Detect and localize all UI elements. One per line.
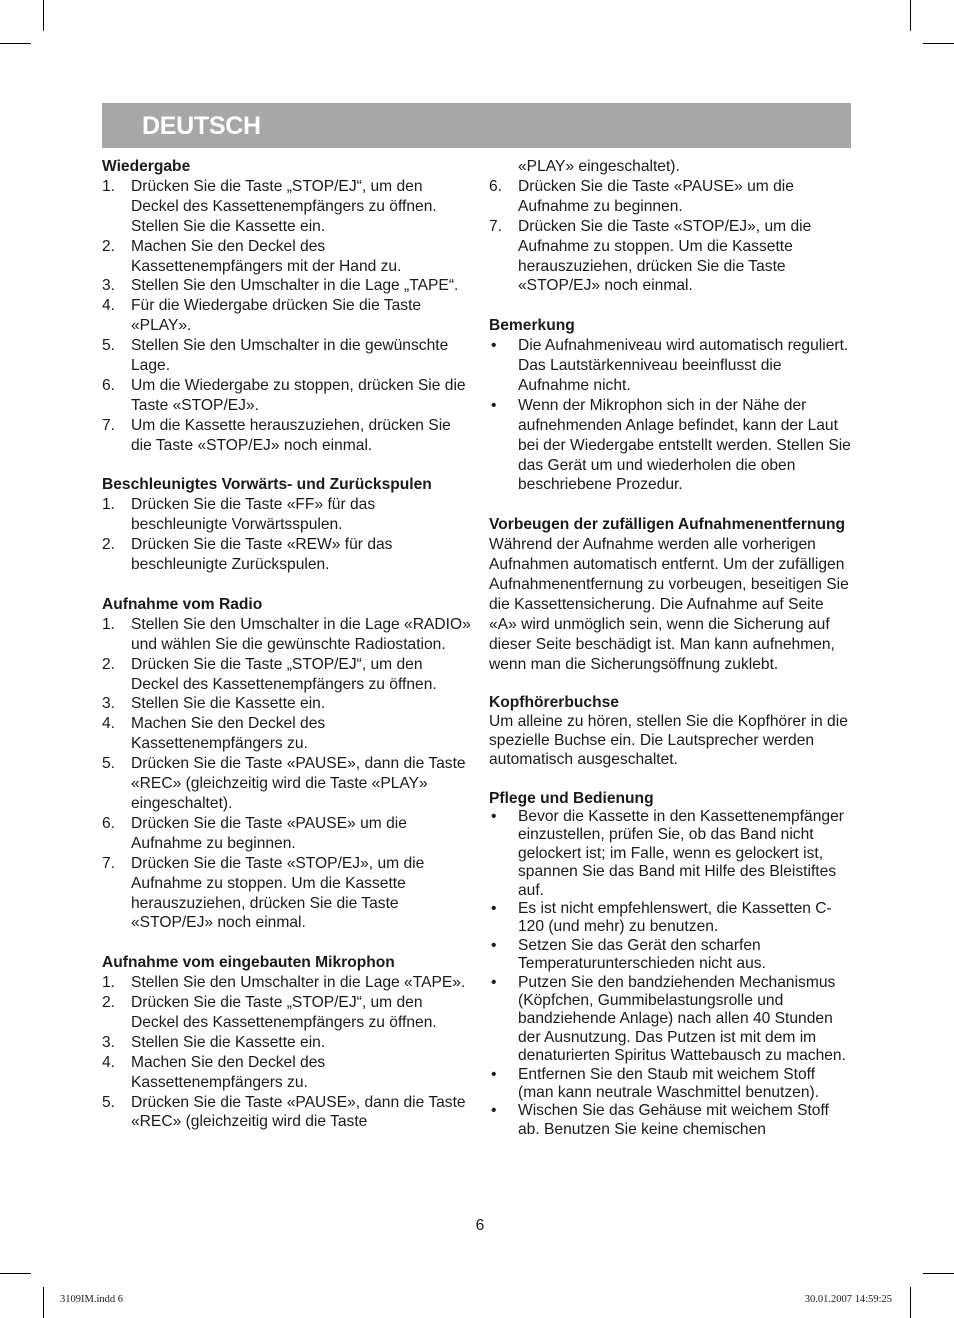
list-item [102, 276, 472, 296]
numbered-list [102, 615, 472, 934]
list-item [489, 217, 854, 297]
item-number: 2. [102, 655, 116, 673]
item-number: 6. [489, 177, 503, 195]
crop-mark [910, 1287, 911, 1318]
section [102, 953, 472, 1132]
list-item [102, 655, 472, 695]
item-number: 2. [102, 536, 116, 554]
list-item [489, 177, 854, 217]
list-item [102, 1053, 472, 1093]
item-number: 7. [102, 416, 116, 434]
section-text: Während der Aufnahme werden alle vorherigen Aufnahmen automatisch entfernt. Um der zufälligen Aufnahmenentfernung zu vorbeugen, beseitigen Sie die Kassettensicherung. Die Aufnahme auf Seite «A» wird unmöglich sein, wenn die Sicherung auf dieser Seite beschädigt ist. Man kann aufnehmen, wenn man die Sicherungsöffnung zuklebt. [489, 536, 849, 673]
bullet-item [489, 808, 854, 900]
bullet-marker: • [491, 396, 497, 414]
left-column [102, 157, 472, 1152]
crop-mark [0, 1273, 31, 1274]
item-text: Drücken Sie die Taste „STOP/EJ“, um den Deckel des Kassettenempfängers zu öffnen. [131, 655, 437, 693]
item-text: Um die Kassette herauszuziehen, drücken Sie die Taste «STOP/EJ» noch einmal. [131, 416, 451, 454]
section-title: Pflege und Bedienung [489, 789, 654, 807]
numbered-list [102, 495, 472, 575]
list-item [102, 336, 472, 376]
item-text: Putzen Sie den bandziehenden Mechanismus (Köpfchen, Gummibelastungsrolle und bandziehende Anlage) nach allen 40 Stunden der Ausnutzung. Das Putzen ist mit dem im denaturierten Spiritus Wattebausch zu machen. [518, 973, 846, 1065]
item-text: Stellen Sie die Kassette ein. [131, 695, 326, 713]
bullet-marker: • [491, 1102, 497, 1120]
item-number: 3. [102, 695, 116, 713]
item-text: Wenn der Mikrophon sich in der Nähe der aufnehmenden Anlage befindet, kann der Laut bei der Wiedergabe entstellt werden. Stellen Sie das Gerät um und wiederholen die oben beschriebene Prozedur. [518, 396, 851, 494]
list-item [102, 416, 472, 456]
footer-file: 3109IM.indd 6 [60, 1294, 123, 1305]
item-text: Drücken Sie die Taste «STOP/EJ», um die Aufnahme zu stoppen. Um die Kassette herauszuziehen, drücken Sie die Taste «STOP/EJ» noch einmal. [131, 854, 425, 932]
list-item [102, 754, 472, 814]
item-number: 2. [102, 994, 116, 1012]
item-text: Es ist nicht empfehlenswert, die Kassetten C-120 (und mehr) zu benutzen. [518, 899, 832, 936]
item-number: 4. [102, 715, 116, 733]
language-banner [102, 103, 851, 148]
section-title: Beschleunigtes Vorwärts- und Zurückspulen [102, 476, 432, 494]
section-text: Um alleine zu hören, stellen Sie die Kopfhörer in die spezielle Buchse ein. Die Lautsprecher werden automatisch ausgeschaltet. [489, 713, 848, 768]
bullet-marker: • [491, 1065, 497, 1083]
item-number: 4. [102, 1053, 116, 1071]
item-text: Entfernen Sie den Staub mit weichem Stoff (man kann neutrale Waschmittel benutzen). [518, 1065, 820, 1101]
item-text: Um die Wiedergabe zu stoppen, drücken Sie die Taste «STOP/EJ». [131, 376, 466, 414]
section-title: Bemerkung [489, 317, 575, 335]
bullet-marker: • [491, 807, 497, 825]
section-mic-continued [489, 177, 854, 296]
list-item [102, 854, 472, 934]
crop-mark [0, 43, 31, 44]
bullet-item [489, 900, 854, 937]
crop-mark [43, 1287, 44, 1318]
item-text: Stellen Sie die Kassette ein. [131, 1033, 326, 1051]
item-text: Drücken Sie die Taste «PAUSE», dann die Taste «REC» (gleichzeitig wird die Taste [131, 1093, 466, 1131]
list-item [102, 296, 472, 336]
bullet-marker: • [491, 936, 497, 954]
footer-datetime: 30.01.2007 14:59:25 [804, 1294, 892, 1305]
list-item [102, 993, 472, 1033]
item-number: 5. [102, 755, 116, 773]
item-number: 1. [102, 615, 116, 633]
bullet-item [489, 396, 854, 496]
list-item [102, 177, 472, 237]
item-text: Die Aufnahmeniveau wird automatisch reguliert. Das Lautstärkenniveau beeinflusst die Aufnahme nicht. [518, 337, 849, 394]
item-number: 1. [102, 974, 116, 992]
crop-mark [910, 0, 911, 31]
item-text: Drücken Sie die Taste „STOP/EJ“, um den Deckel des Kassettenempfängers zu öffnen. Stellen Sie die Kassette ein. [131, 177, 437, 235]
item-text: Bevor die Kassette in den Kassettenempfänger einzustellen, prüfen Sie, ob das Band nicht gelockert ist; im Falle, wenn es gelockert ist, spannen Sie das Band mit Hilfe des Bleistiftes auf. [518, 807, 844, 899]
bullet-marker: • [491, 899, 497, 917]
list-item [102, 814, 472, 854]
item-text: Drücken Sie die Taste «STOP/EJ», um die Aufnahme zu stoppen. Um die Kassette herauszuziehen, drücken Sie die Taste «STOP/EJ» noch einmal. [518, 217, 812, 295]
item-text: Setzen Sie das Gerät den scharfen Temperaturunterschieden nicht aus. [518, 936, 766, 973]
section-care [489, 790, 854, 1140]
bullet-list [489, 808, 854, 1139]
list-item [102, 535, 472, 575]
item-number: 7. [102, 854, 116, 872]
item-text: Machen Sie den Deckel des Kassettenempfängers zu. [131, 1053, 326, 1091]
right-column [489, 157, 854, 1159]
continued-text: «PLAY» eingeschaltet). [518, 158, 680, 175]
item-text: Für die Wiedergabe drücken Sie die Taste «PLAY». [131, 297, 422, 335]
item-number: 6. [102, 814, 116, 832]
item-number: 5. [102, 337, 116, 355]
bullet-item [489, 974, 854, 1066]
item-text: Machen Sie den Deckel des Kassettenempfängers mit der Hand zu. [131, 237, 402, 275]
list-item [102, 615, 472, 655]
item-number: 5. [102, 1093, 116, 1111]
item-text: Stellen Sie den Umschalter in die gewünschte Lage. [131, 337, 449, 375]
bullet-item [489, 937, 854, 974]
item-text: Drücken Sie die Taste «FF» für das beschleunigte Vorwärtsspulen. [131, 496, 376, 534]
item-text: Drücken Sie die Taste „STOP/EJ“, um den Deckel des Kassettenempfängers zu öffnen. [131, 994, 437, 1031]
bullet-marker: • [491, 337, 497, 355]
section-title: Aufnahme vom Radio [102, 595, 263, 613]
item-number: 6. [102, 376, 116, 394]
section [102, 475, 472, 575]
section [102, 595, 472, 933]
bullet-item [489, 1066, 854, 1103]
list-item [102, 1093, 472, 1133]
list-item [102, 495, 472, 535]
item-text: Stellen Sie den Umschalter in die Lage «RADIO» und wählen Sie die gewünschte Radiostation. [131, 615, 471, 653]
page-number: 6 [475, 1217, 485, 1234]
item-number: 2. [102, 237, 116, 255]
item-number: 1. [102, 496, 116, 514]
list-item [102, 714, 472, 754]
crop-mark [43, 0, 44, 31]
language-title: DEUTSCH [142, 112, 261, 140]
list-item [102, 973, 472, 993]
section-note [489, 316, 854, 495]
numbered-list [102, 177, 472, 456]
numbered-list [489, 177, 854, 296]
section-prevention [489, 515, 854, 674]
item-number: 3. [102, 1033, 116, 1051]
item-number: 1. [102, 177, 116, 195]
numbered-list [102, 973, 472, 1132]
bullet-list [489, 336, 854, 495]
item-number: 4. [102, 297, 116, 315]
item-text: Stellen Sie den Umschalter in die Lage «TAPE». [131, 974, 466, 992]
item-text: Machen Sie den Deckel des Kassettenempfängers zu. [131, 715, 326, 753]
section-title: Vorbeugen der zufälligen Aufnahmenentfernung [489, 516, 846, 534]
bullet-item [489, 336, 854, 396]
section [102, 157, 472, 456]
bullet-item [489, 1102, 854, 1139]
item-text: Drücken Sie die Taste «PAUSE» um die Aufnahme zu beginnen. [131, 814, 407, 852]
item-text: Drücken Sie die Taste «PAUSE», dann die Taste «REC» (gleichzeitig wird die Taste «PLAY» eingeschaltet). [131, 755, 466, 812]
list-item [102, 1033, 472, 1053]
bullet-marker: • [491, 973, 497, 991]
section-title: Kopfhörerbuchse [489, 694, 619, 712]
section-title: Aufnahme vom eingebauten Mikrophon [102, 954, 395, 972]
item-number: 3. [102, 277, 116, 295]
section-headphones [489, 694, 854, 769]
list-item [102, 237, 472, 277]
list-item [102, 694, 472, 714]
list-item [102, 376, 472, 416]
item-number: 7. [489, 217, 503, 235]
item-text: Drücken Sie die Taste «REW» für das beschleunigte Zurückspulen. [131, 536, 393, 574]
item-text: Stellen Sie den Umschalter in die Lage „TAPE“. [131, 277, 459, 295]
item-text: Drücken Sie die Taste «PAUSE» um die Aufnahme zu beginnen. [518, 177, 794, 215]
crop-mark [923, 43, 954, 44]
section-title: Wiedergabe [102, 158, 191, 175]
item-text: Wischen Sie das Gehäuse mit weichem Stoff ab. Benutzen Sie keine chemischen [518, 1102, 829, 1138]
crop-mark [923, 1273, 954, 1274]
